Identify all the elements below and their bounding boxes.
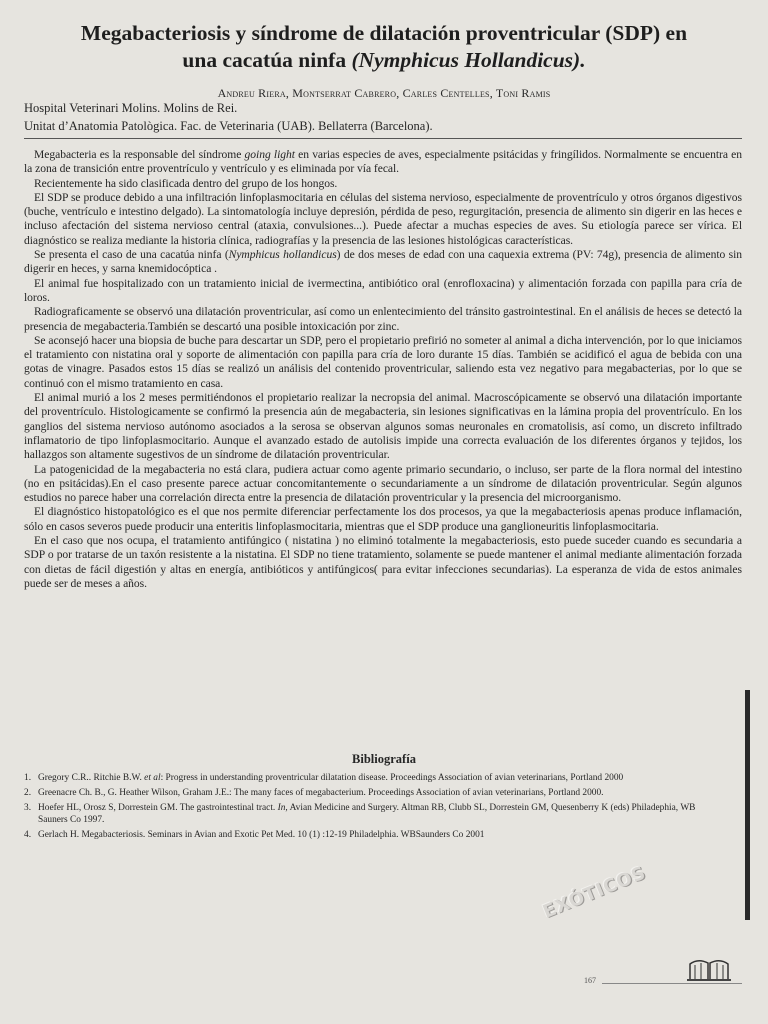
title-line-2 [34, 47, 734, 74]
exoticos-stamp: EXÓTICOS [540, 862, 650, 923]
title-line-1: Megabacteriosis y síndrome de dilatación proventricular (SDP) en [80, 21, 688, 45]
reference-item [24, 787, 724, 799]
footer-rule [602, 983, 742, 984]
reference-text: : Progress in understanding proventricular dilatation disease. Proceedings Association of avian veterinarians, Portland 2000 [160, 773, 624, 783]
paragraph: Radiograficamente se observó una dilatación proventricular, así como un enlentecimiento del tránsito gastrointestinal. En el análisis de heces se detectó la presencia de megabacteria.También se descartó una posible intoxicación por zinc. [24, 305, 742, 333]
paragraph: El animal fue hospitalizado con un tratamiento inicial de ivermectina, antibiótico oral (enrofloxacina) y alimentación forzada con papilla para cría de loros. [24, 276, 742, 304]
article-body [24, 148, 742, 591]
title-line-2-text: una cacatúa ninfa [182, 48, 352, 72]
authors: Andreu Riera, Montserrat Cabrero, Carles Centelles, Toni Ramis [217, 86, 551, 100]
page-edge-marker [745, 690, 750, 920]
reference-text: Avian Medicine and Surgery. Altman RB, Clubb SL, Dorrestein GM, Quesenberry K (eds) Philadephia, WB Sauners Co 1997. [38, 803, 696, 825]
paragraph-text: Se presenta el caso de una cacatúa ninfa ( [34, 248, 229, 262]
reference-text: Greenacre Ch. B., G. Heather Wilson, Graham J.E.: The many faces of megabacterium. Proceedings Association of avian veterinarians, Portland 2000. [38, 788, 604, 798]
reference-text: Gregory C.R.. Ritchie B.W. [38, 773, 145, 783]
affiliation-1: Hospital Veterinari Molins. Molins de Rei. [24, 101, 238, 115]
paragraph: El diagnóstico histopatológico es el que nos permite diferenciar perfectamente los dos procesos, ya que la megabacteriosis apenas produce inflamación, sólo en casos severos puede producir una enteritis linfoplasmocitaria, mientras que el SDP produce una ganglioneuritis linfoplasmocitaria. [24, 505, 742, 533]
reference-item [24, 829, 724, 841]
reference-number: 3. [24, 803, 32, 813]
page-number: 167 [584, 976, 596, 985]
paragraph [24, 148, 742, 177]
header-divider [24, 138, 742, 139]
reference-item [24, 772, 724, 784]
reference-emphasis: et al [144, 773, 161, 783]
bibliography-heading: Bibliografía [352, 752, 416, 766]
reference-list [24, 772, 724, 844]
paragraph-emphasis: going light [244, 148, 295, 161]
paragraph-emphasis: Nymphicus hollandicus [228, 248, 337, 262]
paragraph: Se aconsejó hacer una biopsia de buche para descartar un SDP, pero el propietario prefirió no someter al animal a dicha intervención, por lo que iniciamos el tratamiento con nistatina oral y soporte de alimentación con papilla para cría de loro durante 15 días. También se acidificó el agua de bebida con una gotas de vinagre. Pasados estos 15 días se realizó un análisis del contenido proventricular, saliendo esta vez negativo para megabacterias, por lo que se continuó con el mismo tratamiento en casa. [24, 333, 742, 390]
title-scientific-name: (Nymphicus Hollandicus). [351, 48, 586, 72]
paragraph-text: ) de dos meses de edad con una caquexia extrema (PV: 74g), presencia de alimento sin digerir en heces, y sarna knemidocóptica . [24, 248, 743, 276]
paragraph-text: Megabacteria es la responsable del síndrome [34, 148, 245, 161]
paragraph: El animal murió a los 2 meses permitiéndonos el propietario realizar la necropsia del animal. Macroscópicamente se observó una dilatación importante del proventrículo. Histologicamente se confirmó la presencia aún de megabacteria, sin lesiones significativas en la lámina propia del proventrículo. En los ganglios del sistema nervioso autónomo asociados a la serosa se observan algunos somas neuronales en cromatolisis, así como, un discreto infiltrado inflamatorio de tipo linfoplasmocitario. Aunque el avanzado estado de autolisis impide una correcta evaluación de los diferentes órganos y tejidos, los hallazgos son altamente sugestivos de un síndrome de dilatación proventricular. [24, 391, 742, 462]
reference-item [24, 802, 724, 826]
affiliation-2: Unitat d’Anatomia Patològica. Fac. de Veterinaria (UAB). Bellaterra (Barcelona). [24, 119, 433, 133]
paragraph: El SDP se produce debido a una infiltración linfoplasmocitaria en células del sistema nervioso, especialmente de proventrículo y otros órganos digestivos (buche, ventrículo e intestino delgado). La sintomatología incluye depresión, pérdida de peso, regurgitación, presencia de alimento sin digerir en las heces e incluso afectación del sistema nervioso central (ataxia, convulsiones...). Puede afectar a muchas especies de aves. Su etiología parece ser vírica. El diagnóstico se realiza mediante la historia clínica, radiografías y la presencia de las lesiones histológicas características. [24, 190, 742, 247]
paragraph: Recientemente ha sido clasificada dentro del grupo de los hongos. [34, 176, 338, 190]
paragraph [24, 248, 742, 277]
paragraph-text: en varias especies de aves, especialmente psitácidas y fringílidos. Normalmente se encuentra en la zona de transición entre proventrículo y ventrículo y es eliminada por vía fecal. [24, 148, 743, 176]
article-title [34, 20, 734, 74]
journal-logo-icon [686, 952, 732, 982]
reference-emphasis: In, [277, 803, 288, 813]
paragraph: En el caso que nos ocupa, el tratamiento antifúngico ( nistatina ) no eliminó totalmente la megabacteriosis, esto puede suceder cuando es secundaria a SDP o por tratarse de un taxón resistente a la nistatina. El SDP no tiene tratamiento, solamente se puede mantener el animal mediante alimentación forzada con dietas de fácil digestión y altas en energía, antibióticos y antifúngicos( para evitar infecciones secundarias). La esperanza de vida de estos animales puede ser de meses a años. [24, 534, 742, 590]
reference-number: 2. [24, 788, 32, 798]
reference-text: Hoefer HL, Orosz S, Dorrestein GM. The gastrointestinal tract. [38, 803, 278, 813]
reference-number: 1. [24, 773, 32, 783]
reference-text: Gerlach H. Megabacteriosis. Seminars in Avian and Exotic Pet Med. 10 (1) :12-19 Philadelphia. WBSaunders Co 2001 [38, 830, 485, 840]
reference-number: 4. [24, 830, 32, 840]
paragraph: La patogenicidad de la megabacteria no está clara, pudiera actuar como agente primario secundario, o incluso, ser parte de la flora normal del intestino (no en psitácidas).En el caso presente parece actuar concomitantemente o secundariamente a un síndrome de dilatación proventricular. Según algunos estudios no parece haber una correlación directa entre la presencia de dilatación proventricular y la presencia del microorganismo. [24, 462, 742, 505]
